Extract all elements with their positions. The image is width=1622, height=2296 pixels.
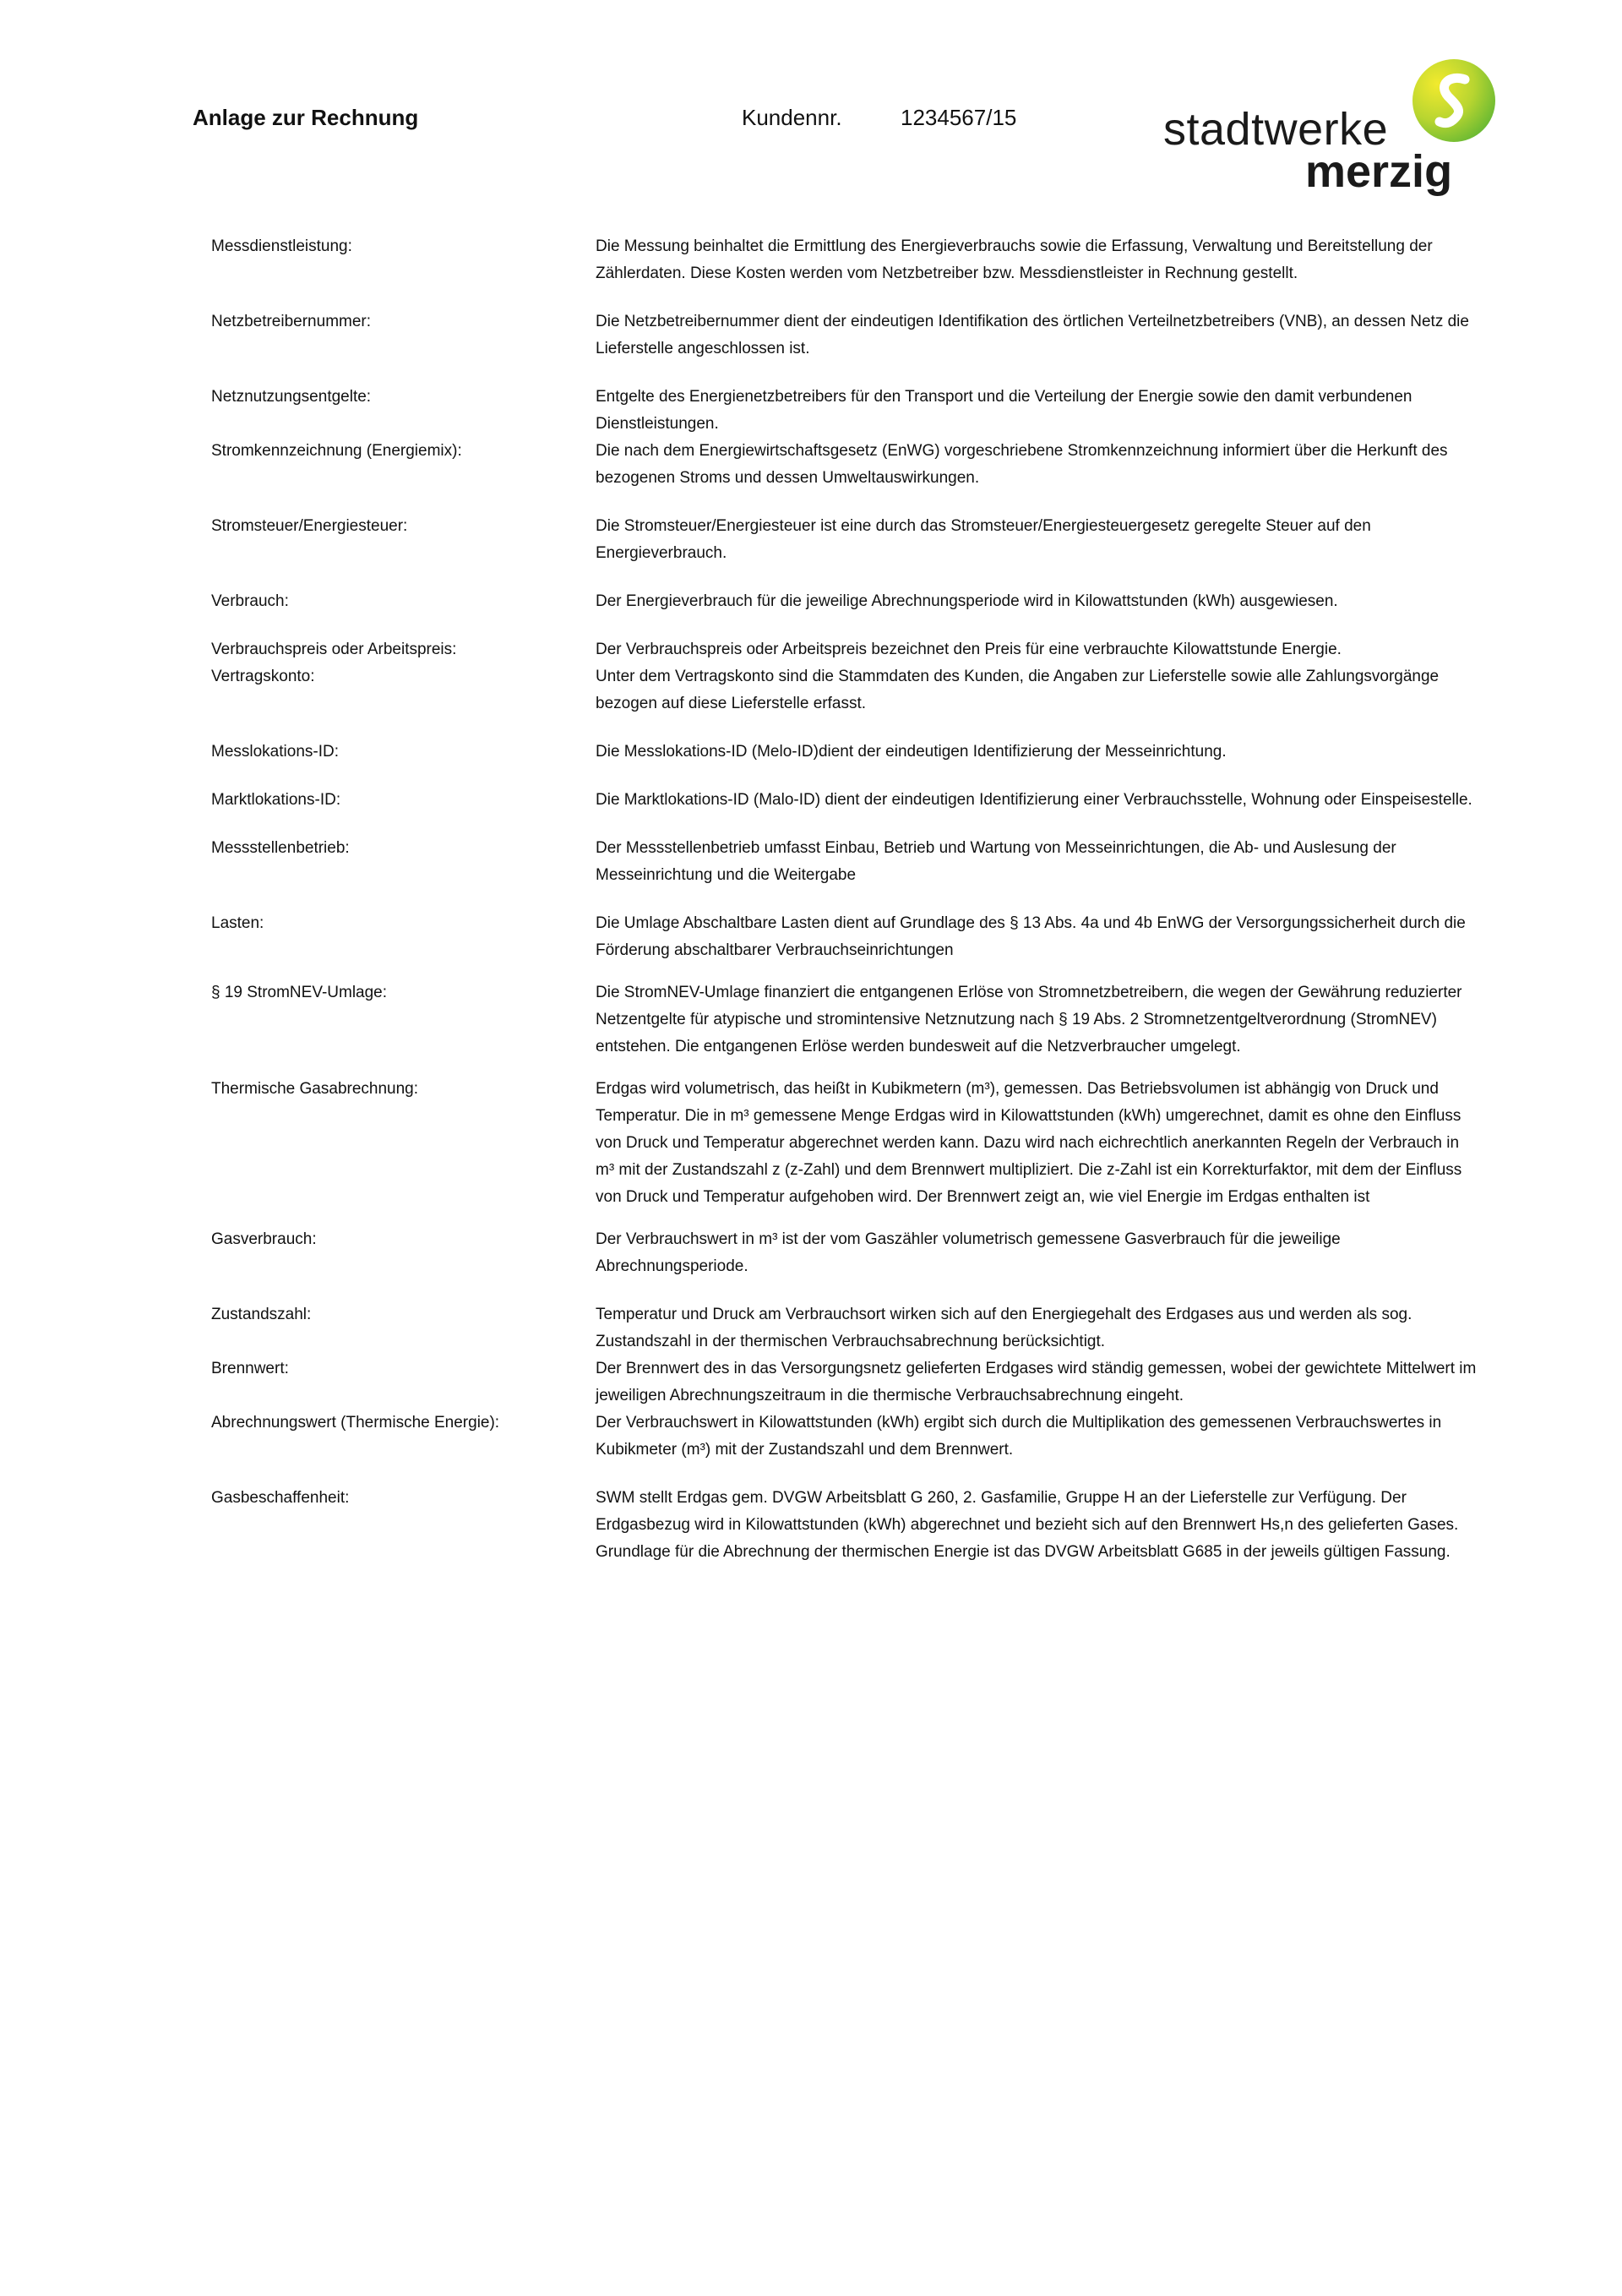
- definition-description: Der Messstellenbetrieb umfasst Einbau, Betrieb und Wartung von Messeinrichtungen, die Ab- und Auslesung der Messeinrichtung und die Weitergabe: [596, 839, 1396, 884]
- definition-term: Gasbeschaffenheit:: [211, 1489, 350, 1507]
- definition-entry: [211, 1226, 1478, 1280]
- definition-entry: [211, 1410, 1478, 1464]
- definition-term: § 19 StromNEV-Umlage:: [211, 984, 388, 1001]
- definition-description: Die StromNEV-Umlage finanziert die entgangenen Erlöse von Stromnetzbetreibern, die wegen der Gewährung reduzierter Netzentgelte für atypische und stromintensive Netznutzung nach § 19 Abs. 2 Stromnetzentgeltverordnung (StromNEV) entstehen. Die entgangenen Erlöse werden bundesweit auf die Netzverbraucher umgelegt.: [596, 984, 1462, 1055]
- definition-term: [211, 636, 583, 690]
- logo-wordmark-line1: stadtwerke: [1163, 104, 1389, 155]
- definition-list: [211, 233, 1478, 1566]
- definition-entry: [211, 233, 1478, 287]
- definition-description: Die Netzbetreibernummer dient der eindeutigen Identifikation des örtlichen Verteilnetzbetreibers (VNB), an dessen Netz die Lieferstelle angeschlossen ist.: [596, 313, 1469, 357]
- definition-term: Lasten:: [211, 914, 264, 932]
- definition-entry: [211, 1301, 1478, 1355]
- definition-description: Der Verbrauchswert in Kilowattstunden (kWh) ergibt sich durch die Multiplikation des gemessenen Verbrauchswertes in Kubikmeter (m³) mit der Zustandszahl und dem Brennwert.: [596, 1414, 1442, 1459]
- definition-term: Messstellenbetrieb:: [211, 839, 350, 857]
- definition-term: Brennwert:: [211, 1360, 289, 1377]
- customer-number-value: 1234567/15: [901, 105, 1017, 130]
- logo-wordmark-line2: merzig: [1305, 146, 1453, 197]
- definition-term: Thermische Gasabrechnung:: [211, 1080, 419, 1098]
- definition-description: Erdgas wird volumetrisch, das heißt in Kubikmetern (m³), gemessen. Das Betriebsvolumen ist abhängig von Druck und Temperatur. Die in m³ gemessene Menge Erdgas wird in Kilowattstunden (kWh) umgerechnet, damit es ohne den Einfluss von Druck und Temperatur abgerechnet werden kann. Dazu wird nach eichrechtlich anerkannten Regeln der Verbrauch in m³ mit der Zustandszahl z (z-Zahl) und dem Brennwert multipliziert. Die z-Zahl ist ein Korrekturfaktor, mit dem der Einfluss von Druck und Temperatur aufgehoben wird. Der Brennwert zeigt an, wie viel Energie im Erdgas enthalten ist: [596, 1080, 1462, 1206]
- definition-term: Marktlokations-ID:: [211, 791, 341, 809]
- definition-term: Stromsteuer/Energiesteuer:: [211, 517, 408, 535]
- definition-term: Netzbetreibernummer:: [211, 313, 372, 330]
- definition-entry: [211, 1355, 1478, 1410]
- definition-term: Netznutzungsentgelte:: [211, 388, 372, 406]
- definition-entry: [211, 1076, 1478, 1211]
- definition-entry: [211, 588, 1478, 615]
- definition-description: Der Verbrauchswert in m³ ist der vom Gaszähler volumetrisch gemessene Gasverbrauch für die jeweilige Abrechnungsperiode.: [596, 1230, 1341, 1275]
- definition-term-line: Vertragskonto:: [211, 668, 315, 685]
- definition-entry: [211, 308, 1478, 363]
- definition-description-line: Unter dem Vertragskonto sind die Stammdaten des Kunden, die Angaben zur Lieferstelle sowie alle Zahlungsvorgänge bezogen auf diese Lieferstelle erfasst.: [596, 668, 1440, 712]
- definition-entry: [211, 384, 1478, 438]
- definition-term: Messlokations-ID:: [211, 743, 339, 761]
- definition-description: Die Messlokations-ID (Melo-ID)dient der eindeutigen Identifizierung der Messeinrichtung.: [596, 743, 1227, 761]
- company-logo: [1162, 57, 1516, 210]
- definition-term: Verbrauch:: [211, 592, 289, 610]
- definition-entry: [211, 1485, 1478, 1566]
- definition-description: Die Messung beinhaltet die Ermittlung des Energieverbrauchs sowie die Erfassung, Verwaltung und Bereitstellung der Zählerdaten. Diese Kosten werden vom Netzbetreiber bzw. Messdienstleister in Rechnung gestellt.: [596, 237, 1433, 282]
- logo-s-icon: [1412, 59, 1495, 142]
- definition-term-line: Verbrauchspreis oder Arbeitspreis:: [211, 641, 457, 658]
- definition-term: Gasverbrauch:: [211, 1230, 317, 1248]
- definition-description: [596, 636, 1478, 717]
- definition-term: Abrechnungswert (Thermische Energie):: [211, 1414, 500, 1432]
- definition-description: Der Energieverbrauch für die jeweilige Abrechnungsperiode wird in Kilowattstunden (kWh) ausgewiesen.: [596, 592, 1338, 610]
- page-title: Anlage zur Rechnung: [193, 105, 419, 130]
- definition-description: Temperatur und Druck am Verbrauchsort wirken sich auf den Energiegehalt des Erdgases aus und werden als sog. Zustandszahl in der thermischen Verbrauchsabrechnung berücksichtigt.: [596, 1306, 1412, 1350]
- definition-entry: [211, 835, 1478, 889]
- definition-entry: [211, 739, 1478, 766]
- definition-entry: [211, 513, 1478, 567]
- definition-entry: [211, 979, 1478, 1061]
- definition-description: Entgelte des Energienetzbetreibers für den Transport und die Verteilung der Energie sowie den damit verbundenen Dienstleistungen.: [596, 388, 1412, 433]
- definition-description: Die Umlage Abschaltbare Lasten dient auf Grundlage des § 13 Abs. 4a und 4b EnWG der Versorgungssicherheit durch die Förderung abschaltbarer Verbrauchseinrichtungen: [596, 914, 1466, 959]
- definition-entry: [211, 910, 1478, 964]
- definition-description: SWM stellt Erdgas gem. DVGW Arbeitsblatt G 260, 2. Gasfamilie, Gruppe H an der Lieferstelle zur Verfügung. Der Erdgasbezug wird in Kilowattstunden (kWh) abgerechnet und bezieht sich auf den Brennwert Hs,n des gelieferten Gases. Grundlage für die Abrechnung der thermischen Energie ist das DVGW Arbeitsblatt G685 in der jeweils gültigen Fassung.: [596, 1489, 1459, 1561]
- definition-entry: [211, 787, 1478, 814]
- definition-description-line: Der Verbrauchspreis oder Arbeitspreis bezeichnet den Preis für eine verbrauchte Kilowattstunde Energie.: [596, 641, 1342, 658]
- definition-term: Messdienstleistung:: [211, 237, 352, 255]
- definition-entry: [211, 438, 1478, 492]
- customer-number-label: Kundennr.: [742, 105, 842, 130]
- definition-term: Zustandszahl:: [211, 1306, 312, 1323]
- definition-description: Der Brennwert des in das Versorgungsnetz gelieferten Erdgases wird ständig gemessen, wobei der gewichtete Mittelwert im jeweiligen Abrechnungszeitraum in die thermische Verbrauchsabrechnung eingeht.: [596, 1360, 1477, 1404]
- definition-description: Die Stromsteuer/Energiesteuer ist eine durch das Stromsteuer/Energiesteuergesetz geregelte Steuer auf den Energieverbrauch.: [596, 517, 1371, 562]
- definition-description: Die Marktlokations-ID (Malo-ID) dient der eindeutigen Identifizierung einer Verbrauchsstelle, Wohnung oder Einspeisestelle.: [596, 791, 1472, 809]
- definition-description: Die nach dem Energiewirtschaftsgesetz (EnWG) vorgeschriebene Stromkennzeichnung informiert über die Herkunft des bezogenen Stroms und dessen Umweltauswirkungen.: [596, 442, 1448, 487]
- definition-entry: [211, 636, 1478, 717]
- definition-term: Stromkennzeichnung (Energiemix):: [211, 442, 462, 460]
